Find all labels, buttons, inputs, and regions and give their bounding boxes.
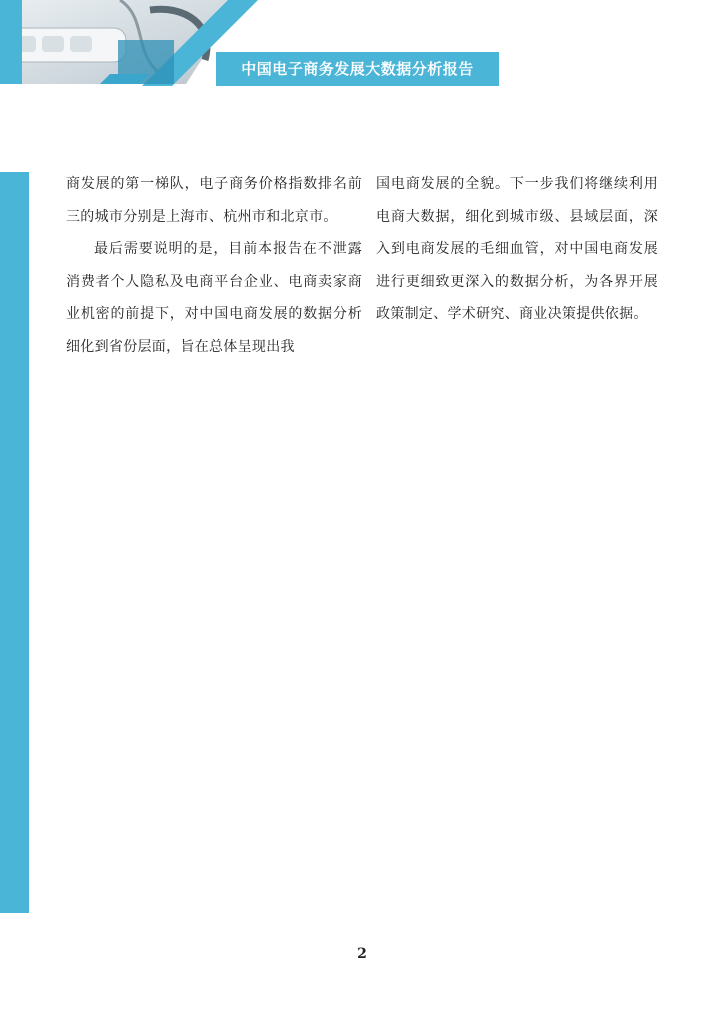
paragraph: 国电商发展的全貌。下一步我们将继续利用电商大数据，细化到城市级、县域层面，深入到电商发展的毛细血管，对中国电商发展进行更细致更深入的数据分析，为各界开展政策制定、学术研究、商业决策提供依据。: [376, 176, 658, 322]
paragraph: 商发展的第一梯队，电子商务价格指数排名前三的城市分别是上海市、杭州市和北京市。: [66, 176, 362, 225]
left-text-column: [66, 168, 362, 363]
side-accent-bar: [0, 172, 29, 913]
header-banner: [0, 0, 724, 92]
page-number: 2: [357, 946, 367, 962]
paragraph: 最后需要说明的是，目前本报告在不泄露消费者个人隐私及电商平台企业、电商卖家商业机密的前提下，对中国电商发展的数据分析细化到省份层面，旨在总体呈现出我: [66, 241, 362, 355]
right-text-column: [376, 168, 658, 331]
report-title: 中国电子商务发展大数据分析报告: [216, 52, 499, 86]
